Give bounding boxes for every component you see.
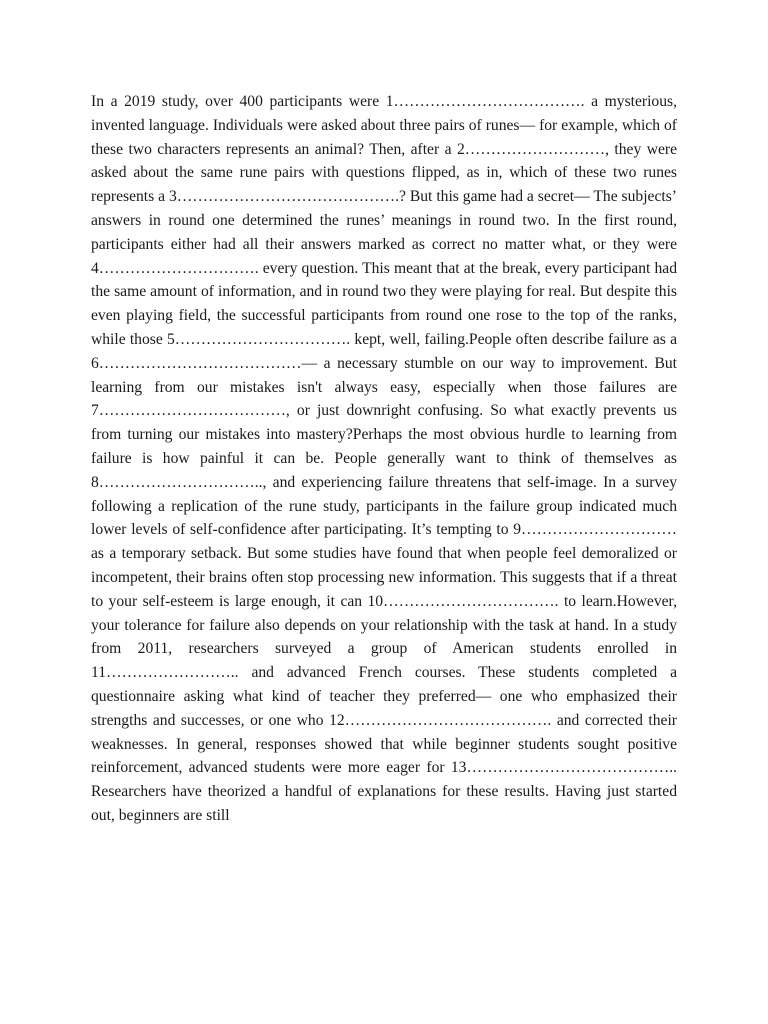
document-page <box>91 90 677 828</box>
body-paragraph: In a 2019 study, over 400 participants were 1………………………………. a mysterious, invented language. Individuals were asked about three pairs of runes— for example, which of these two characters represents an animal? Then, after a 2………………………, they were asked about the same rune pairs with questions flipped, as in, which of these two runes represents a 3…………………………………….? But this game had a secret— The subjects’ answers in round one determined the runes’ meanings in round two. In the first round, participants either had all their answers marked as correct no matter what, or they were 4…………………………. every question. This meant that at the break, every participant had the same amount of information, and in round two they were playing for real. But despite this even playing field, the successful participants from round one rose to the top of the ranks, while those 5……………………………. kept, well, failing.People often describe failure as a 6…………………………………— a necessary stumble on our way to improvement. But learning from our mistakes isn't always easy, especially when those failures are 7………………………………, or just downright confusing. So what exactly prevents us from turning our mistakes into mastery?Perhaps the most obvious hurdle to learning from failure is how painful it can be. People generally want to think of themselves as 8………………………….., and experiencing failure threatens that self-image. In a survey following a replication of the rune study, participants in the failure group indicated much lower levels of self-confidence after participating. It’s tempting to 9………………………… as a temporary setback. But some studies have found that when people feel demoralized or incompetent, their brains often stop processing new information. This suggests that if a threat to your self-esteem is large enough, it can 10……………………………. to learn.However, your tolerance for failure also depends on your relationship with the task at hand. In a study from 2011, researchers surveyed a group of American students enrolled in 11…………………….. and advanced French courses. These students completed a questionnaire asking what kind of teacher they preferred— one who emphasized their strengths and successes, or one who 12…………………………………. and corrected their weaknesses. In general, responses showed that while beginner students sought positive reinforcement, advanced students were more eager for 13………………………………….. Researchers have theorized a handful of explanations for these results. Having just started out, beginners are still <box>91 93 677 824</box>
